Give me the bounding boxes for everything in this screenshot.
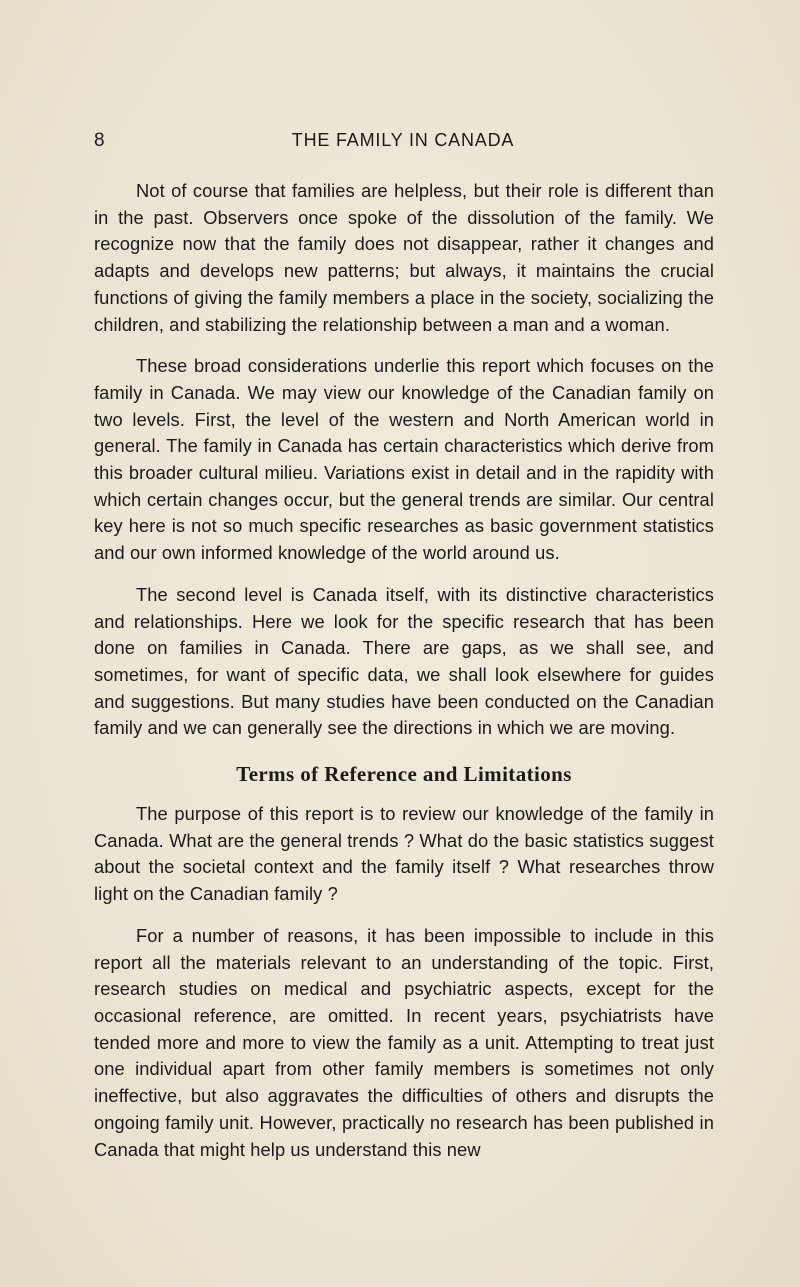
paragraph-second-level: The second level is Canada itself, with its distinctive characteristics and relationships. Here we look for the specific research that has been done on families in Canada. There are gaps, as we shall see, and sometimes, for want of specific data, we shall look elsewhere for guides and suggestions. But many studies have been conducted on the Canadian family and we can generally see the directions in which we are moving. [94, 583, 714, 739]
section-heading: Terms of Reference and Limitations [236, 762, 572, 787]
body-text [94, 178, 714, 1178]
paragraph-families-role: Not of course that families are helpless, but their role is different than in the past. Observers once spoke of the dissolution of the family. We recognize now that the family does not disappear, rather it changes and adapts and develops new patterns; but always, it maintains the crucial functions of giving the family members a place in the society, socializing the children, and stabilizing the relationship between a man and a woman. [94, 180, 714, 335]
running-head [94, 130, 712, 160]
page-number: 8 [94, 130, 105, 151]
running-title: THE FAMILY IN CANADA [291, 130, 515, 150]
paragraph-limitations: For a number of reasons, it has been impossible to include in this report all the materials relevant to an understanding of the topic. First, research studies on medical and psychiatric aspects, except for the occasional reference, are omitted. In recent years, psychiatrists have tended more and more to view the family as a unit. Attempting to treat just one individual apart from other family members is sometimes not only ineffective, but also aggravates the difficulties of others and disrupts the ongoing family unit. However, practically no research has been published in Canada that might help us understand this new [94, 924, 714, 1160]
paragraph-broad-considerations: These broad considerations underlie this report which focuses on the family in Canada. We may view our knowledge of the Canadian family on two levels. First, the level of the western and North American world in general. The family in Canada has certain characteristics which derive from this broader cultural milieu. Variations exist in detail and in the rapidity with which certain changes occur, but the general trends are similar. Our central key here is not so much specific researches as basic government statistics and our own informed knowledge of the world around us. [94, 355, 714, 564]
paragraph-purpose: The purpose of this report is to review our knowledge of the family in Canada. What are the general trends ? What do the basic statistics suggest about the societal context and the family itself ? What researches throw light on the Canadian family ? [94, 803, 714, 905]
